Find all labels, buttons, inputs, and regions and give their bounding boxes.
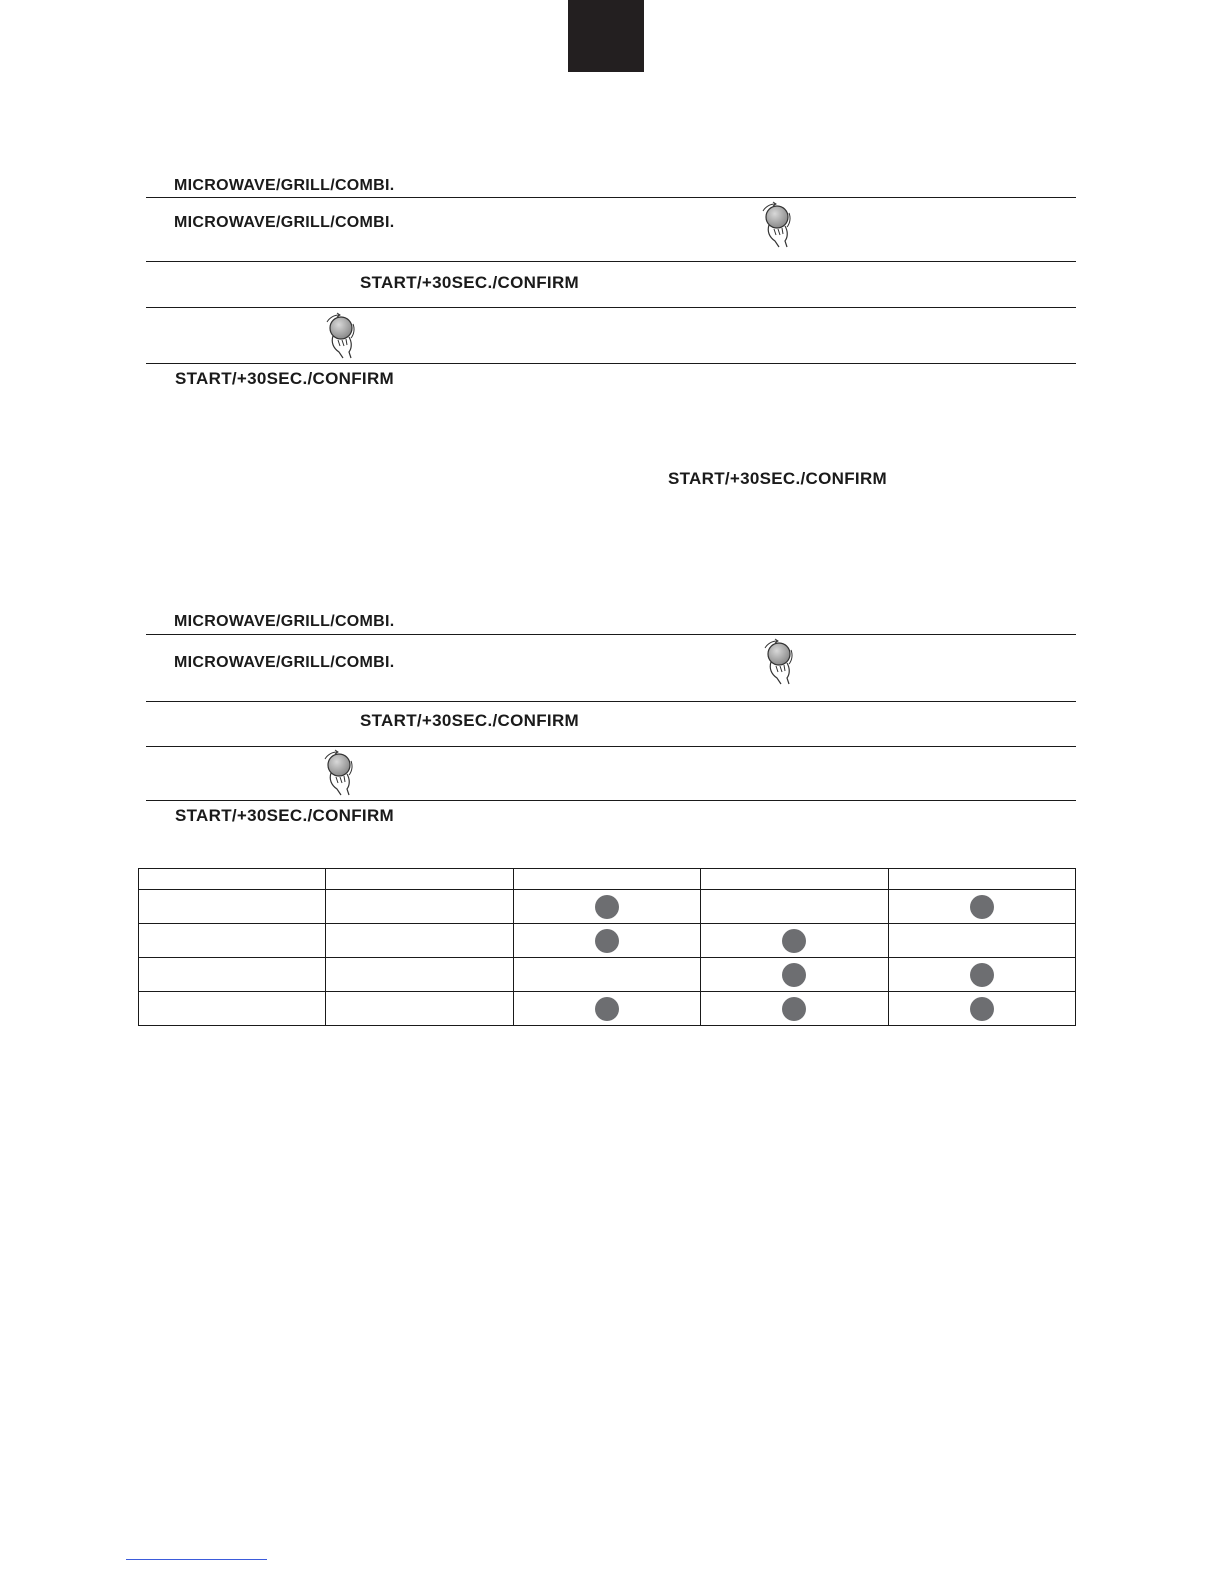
table-row: [139, 924, 1076, 958]
s1-heading-key: MICROWAVE/GRILL/COMBI.: [174, 177, 395, 194]
mode-table: [138, 868, 1076, 1026]
table-cell: [701, 958, 888, 992]
indicator-dot: [970, 997, 994, 1021]
s1-note-key: START/+30SEC./CONFIRM: [668, 469, 887, 488]
table-row: [139, 992, 1076, 1026]
table-cell: [701, 890, 888, 924]
table-cell: [888, 958, 1075, 992]
table-header-cell: [139, 869, 326, 890]
language-tab: [568, 0, 644, 72]
s2-rule-3: [146, 746, 1076, 747]
table-cell: [888, 992, 1075, 1026]
table-row: [139, 958, 1076, 992]
dial-knob-hand-icon: [759, 638, 799, 686]
s1-rule-3: [146, 307, 1076, 308]
s1-step2-key: START/+30SEC./CONFIRM: [360, 273, 579, 292]
s2-rule-4: [146, 800, 1076, 801]
table-header-cell: [888, 869, 1075, 890]
indicator-dot: [782, 929, 806, 953]
table-cell: [513, 958, 700, 992]
table-cell: [701, 924, 888, 958]
s1-step1-key: MICROWAVE/GRILL/COMBI.: [174, 214, 395, 231]
s2-heading-key: MICROWAVE/GRILL/COMBI.: [174, 613, 395, 630]
s1-rule-4: [146, 363, 1076, 364]
footnote-rule: [126, 1559, 267, 1560]
indicator-dot: [970, 963, 994, 987]
s1-step4-key: START/+30SEC./CONFIRM: [175, 369, 394, 388]
s1-rule-1: [146, 197, 1076, 198]
s2-rule-1: [146, 634, 1076, 635]
indicator-dot: [782, 997, 806, 1021]
table-row: [139, 890, 1076, 924]
table-cell: [513, 890, 700, 924]
s2-step2-key: START/+30SEC./CONFIRM: [360, 711, 579, 730]
table-header-cell: [326, 869, 513, 890]
s2-step4-key: START/+30SEC./CONFIRM: [175, 806, 394, 825]
s2-rule-2: [146, 701, 1076, 702]
table-header-row: [139, 869, 1076, 890]
table-cell: [139, 958, 326, 992]
indicator-dot: [782, 963, 806, 987]
table-cell: [139, 924, 326, 958]
s1-rule-2: [146, 261, 1076, 262]
indicator-dot: [595, 929, 619, 953]
table-header-cell: [701, 869, 888, 890]
table-cell: [326, 890, 513, 924]
dial-knob-hand-icon: [321, 312, 361, 360]
s2-step1-key: MICROWAVE/GRILL/COMBI.: [174, 654, 395, 671]
table-cell: [513, 992, 700, 1026]
dial-knob-hand-icon: [319, 749, 359, 797]
table-cell: [888, 890, 1075, 924]
table-cell: [139, 992, 326, 1026]
table-cell: [888, 924, 1075, 958]
indicator-dot: [595, 997, 619, 1021]
table-cell: [326, 924, 513, 958]
table-cell: [513, 924, 700, 958]
table-header-cell: [513, 869, 700, 890]
indicator-dot: [595, 895, 619, 919]
table-cell: [139, 890, 326, 924]
table-cell: [701, 992, 888, 1026]
table-cell: [326, 958, 513, 992]
dial-knob-hand-icon: [757, 201, 797, 249]
table-cell: [326, 992, 513, 1026]
indicator-dot: [970, 895, 994, 919]
